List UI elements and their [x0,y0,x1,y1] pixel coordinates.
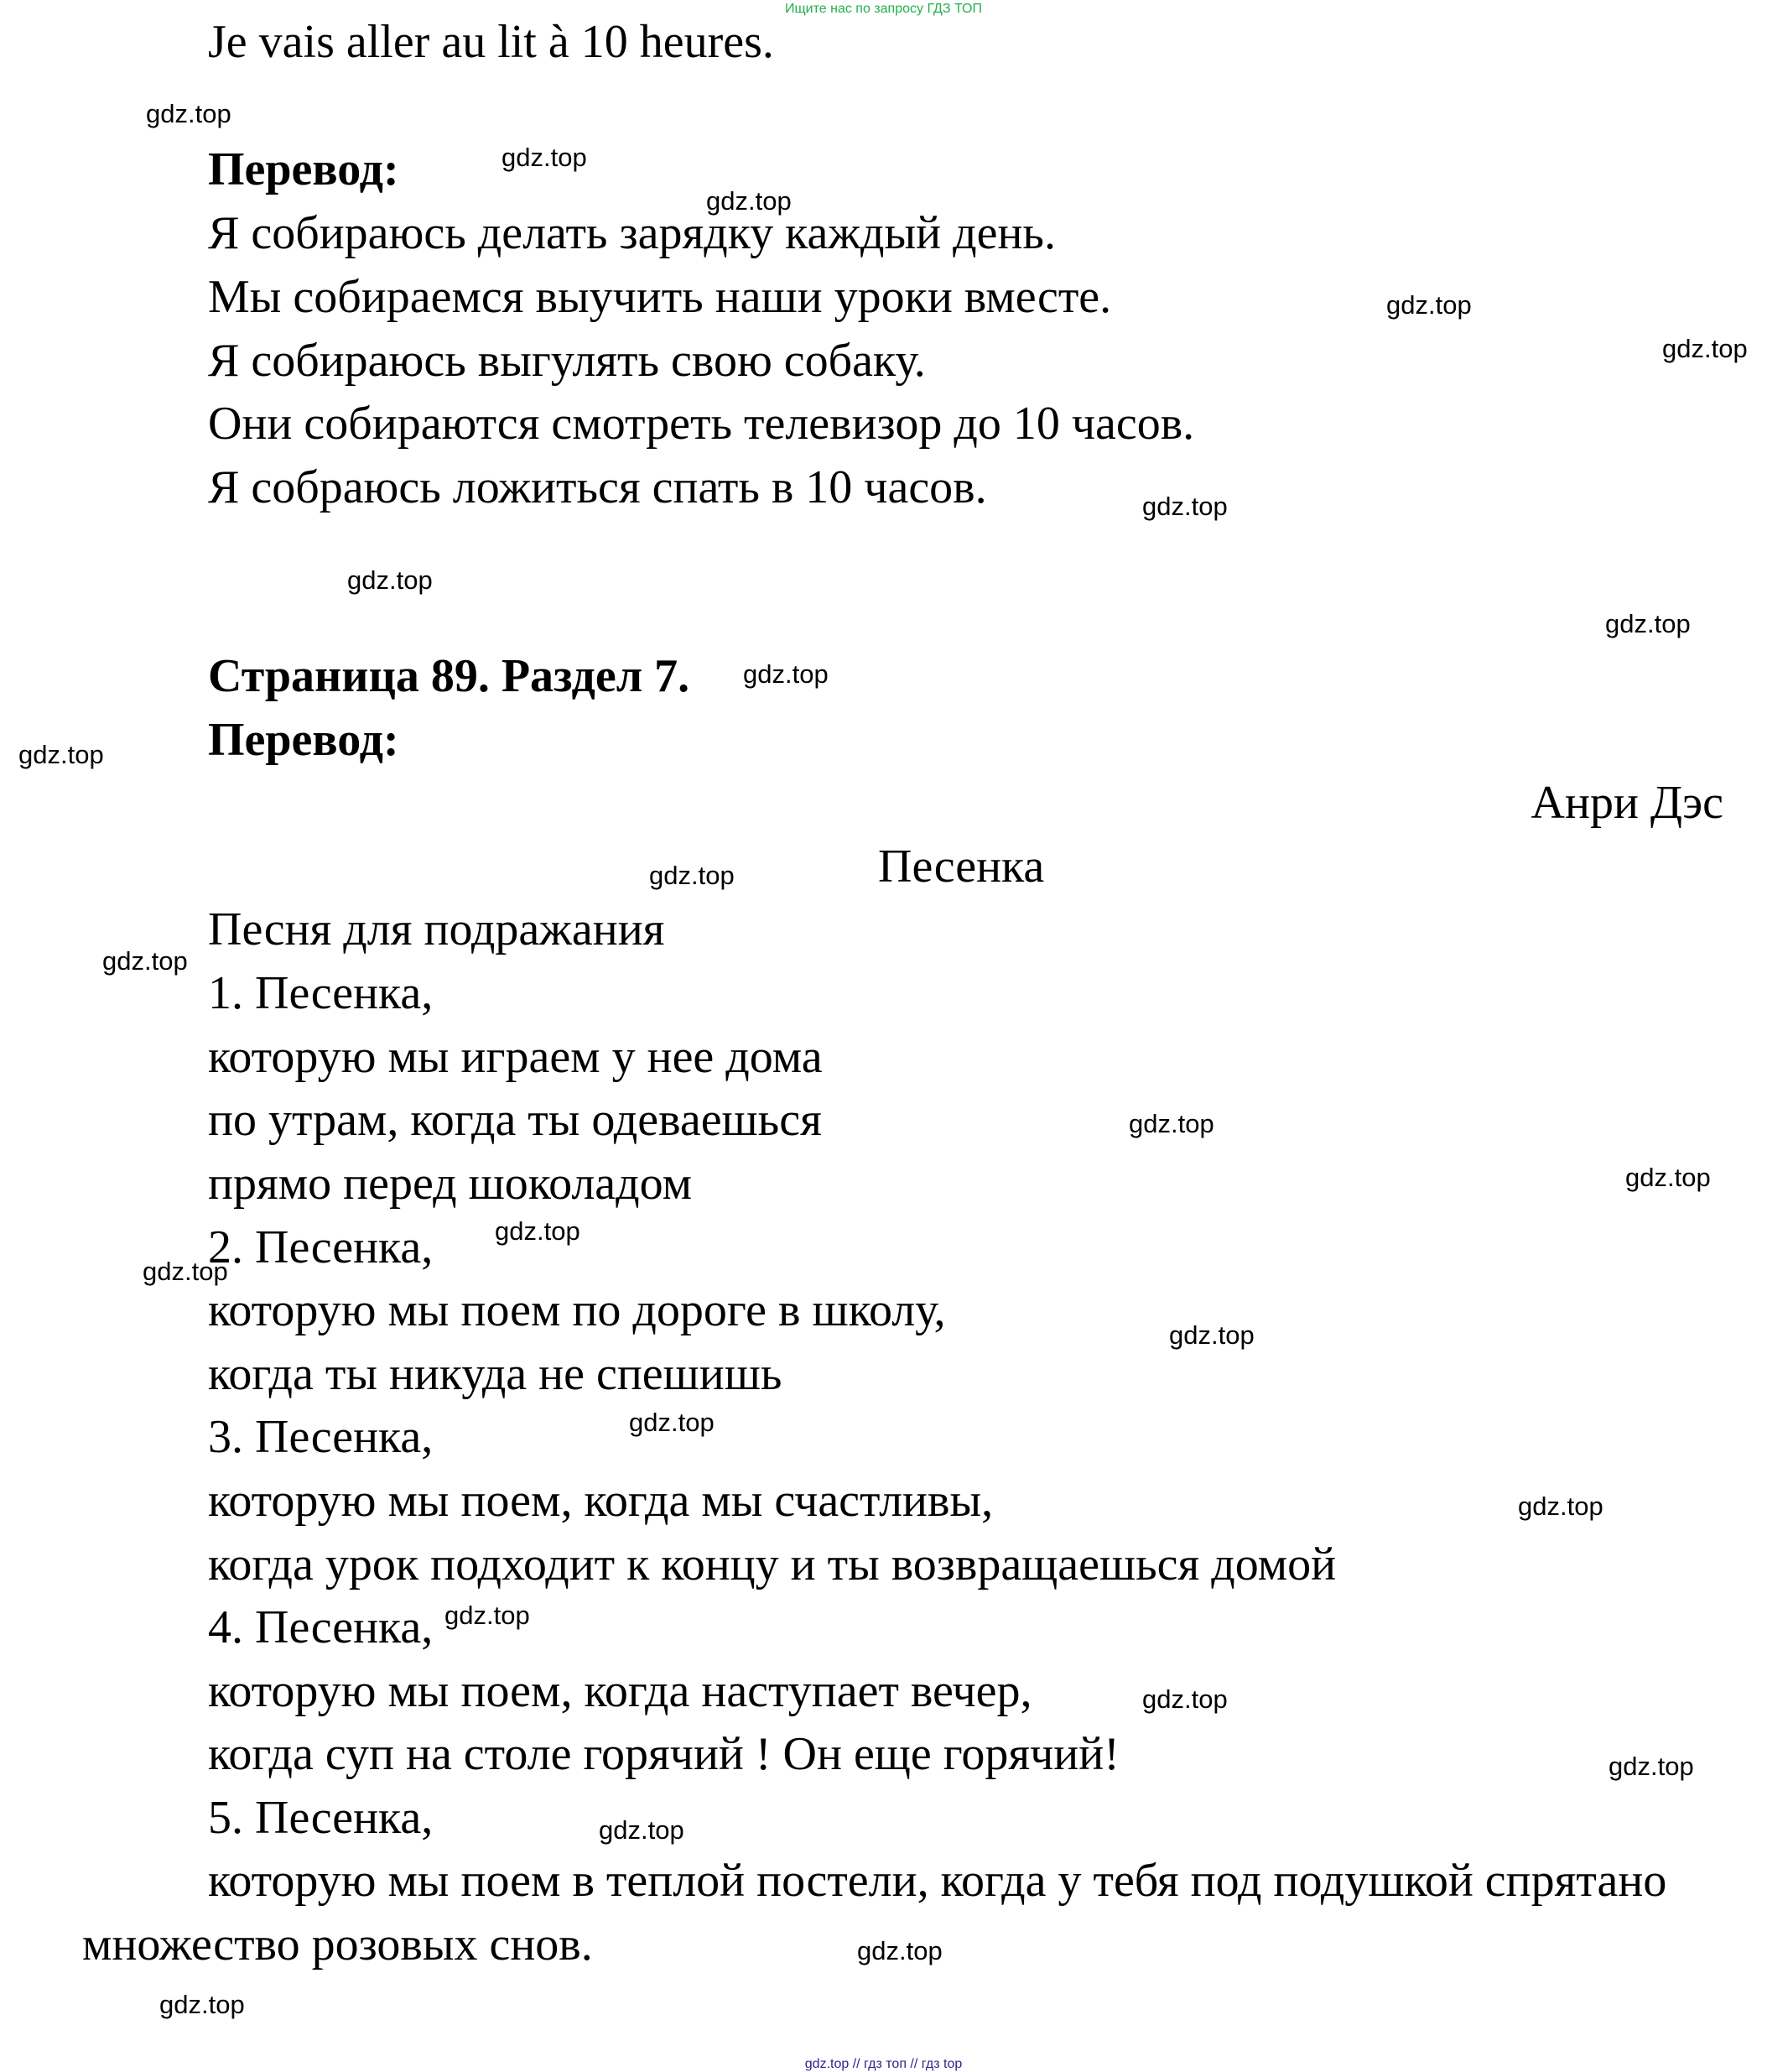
translation-line: Я собраюсь ложиться спать в 10 часов. [208,461,987,513]
poem-line: когда ты никуда не спешишь [208,1348,782,1400]
poem-verse-number: 1. Песенка, [208,967,434,1019]
watermark: gdz.top [444,1601,530,1630]
watermark: gdz.top [495,1216,580,1246]
translation-line: Они собираются смотреть телевизор до 10 часов. [208,398,1195,450]
poem-author: Анри Дэс [1531,777,1723,829]
translation-heading: Перевод: [208,143,399,195]
watermark: gdz.top [706,186,792,216]
watermark: gdz.top [502,143,587,172]
watermark: gdz.top [1129,1109,1214,1138]
translation-line: Я собираюсь выгулять свою собаку. [208,335,926,387]
watermark: gdz.top [1169,1320,1255,1350]
watermark: gdz.top [649,861,735,890]
watermark: gdz.top [629,1408,715,1437]
watermark: gdz.top [1518,1492,1603,1521]
poem-subtitle: Песня для подражания [208,903,665,955]
watermark: gdz.top [143,1257,228,1286]
watermark: gdz.top [599,1815,684,1845]
poem-line: множество розовых снов. [82,1918,593,1970]
poem-verse-number: 3. Песенка, [208,1411,434,1463]
watermark: gdz.top [743,659,829,689]
watermark: gdz.top [146,99,231,128]
watermark: gdz.top [857,1936,943,1965]
poem-verse-number: 4. Песенка, [208,1601,434,1653]
poem-line: по утрам, когда ты одеваешься [208,1094,822,1146]
header-banner: Ищите нас по запросу ГДЗ ТОП [785,2,982,16]
poem-title: Песенка [878,841,1045,893]
footer-banner: gdz.top // гдз топ // гдз top [804,2057,963,2071]
watermark: gdz.top [1142,1684,1228,1714]
poem-verse-number: 2. Песенка, [208,1221,434,1273]
section-translation-heading: Перевод: [208,714,399,766]
watermark: gdz.top [1625,1163,1711,1192]
watermark: gdz.top [18,740,104,769]
watermark: gdz.top [347,565,433,595]
watermark: gdz.top [1142,492,1228,521]
watermark: gdz.top [1608,1752,1694,1781]
watermark: gdz.top [1662,334,1748,363]
poem-line: когда урок подходит к концу и ты возвращаешься домой [208,1538,1337,1590]
poem-line: которую мы поем, когда наступает вечер, [208,1665,1032,1717]
watermark: gdz.top [159,1990,245,2019]
poem-line: которую мы поем в теплой постели, когда у тебя под подушкой спрятано [208,1855,1667,1907]
french-sentence: Je vais aller au lit à 10 heures. [208,16,774,68]
poem-line: которую мы играем у нее дома [208,1031,823,1083]
section-title: Страница 89. Раздел 7. [208,650,690,702]
translation-line: Я собираюсь делать зарядку каждый день. [208,207,1056,259]
translation-line: Мы собираемся выучить наши уроки вместе. [208,271,1112,323]
watermark: gdz.top [102,946,188,976]
poem-line: прямо перед шоколадом [208,1158,693,1210]
watermark: gdz.top [1386,290,1472,320]
poem-line: которую мы поем, когда мы счастливы, [208,1475,994,1527]
poem-line: которую мы поем по дороге в школу, [208,1284,946,1336]
watermark: gdz.top [1605,609,1691,638]
poem-verse-number: 5. Песенка, [208,1792,434,1844]
poem-line: когда суп на столе горячий ! Он еще горячий! [208,1728,1120,1780]
